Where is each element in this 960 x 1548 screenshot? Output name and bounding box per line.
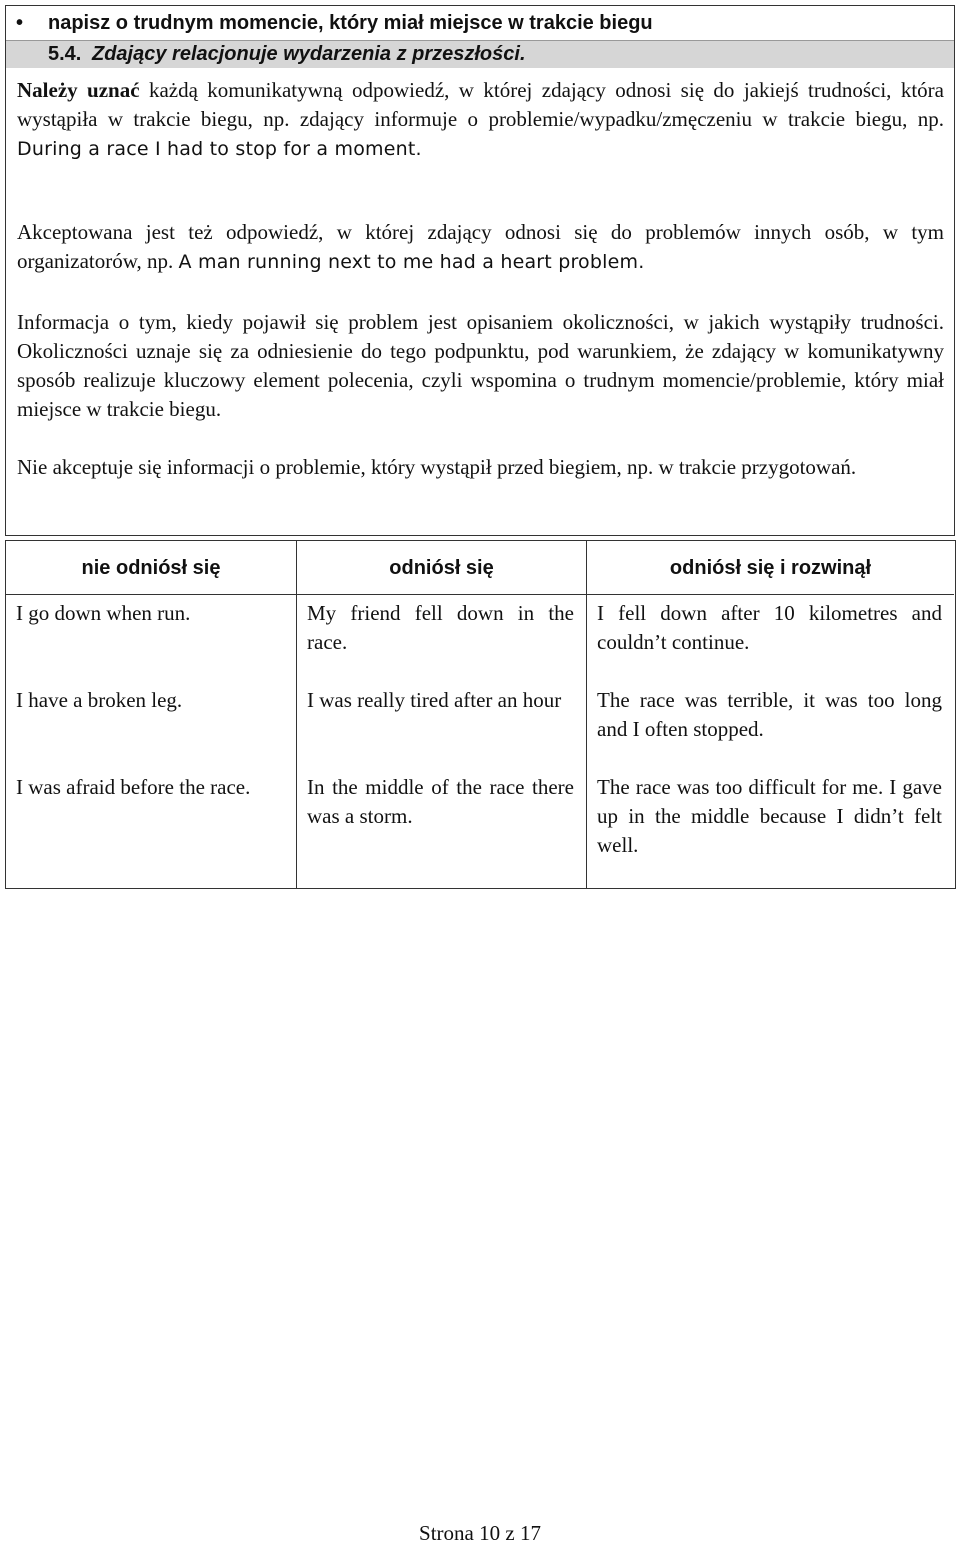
paragraph-accept [17, 76, 944, 164]
column-referenced-expanded [586, 541, 954, 888]
table-cell: The race was too difficult for me. I gave up in the middle because I didn’t felt well. [597, 775, 942, 857]
criteria-box [5, 5, 955, 536]
table-cell: I was really tired after an hour [307, 688, 562, 712]
accept-lead: Należy uznać [17, 78, 140, 102]
examples-table [5, 540, 956, 889]
table-header: nie odniósł się [6, 541, 296, 595]
bullet-text: napisz o trudnym momencie, który miał miejsce w trakcie biegu [48, 12, 653, 34]
table-header: odniósł się [297, 541, 586, 595]
paragraph-reject: Nie akceptuje się informacji o problemie, który wystąpił przed biegiem, np. w trakcie przygotowań. [17, 455, 857, 479]
section-heading [6, 40, 954, 68]
bullet-row [6, 6, 954, 40]
page-number: Strona 10 z 17 [419, 1521, 541, 1545]
table-cell: I have a broken leg. [16, 688, 183, 712]
section-number: 5.4. [48, 43, 82, 65]
paragraph-circumstances: Informacja o tym, kiedy pojawił się problem jest opisaniem okoliczności, w jakich wystąpiły trudności. Okoliczności uznaje się za odniesienie do tego podpunktu, pod warunkiem, że zdający w komunikatywny sposób realizuje kluczowy element polecenia, czyli wspomina o trudnym momencie/problemie, który miał miejsce w trakcie biegu. [17, 310, 944, 421]
others-example: A man running next to me had a heart problem. [178, 251, 645, 273]
table-cell: The race was terrible, it was too long and I often stopped. [597, 688, 942, 741]
paragraph-others [17, 218, 944, 277]
column-referenced [296, 541, 586, 888]
others-text: Akceptowana jest też odpowiedź, w której zdający odnosi się do problemów innych osób, w tym organizatorów, np. [17, 220, 944, 273]
table-cell: In the middle of the race there was a storm. [307, 775, 574, 828]
table-cell: My friend fell down in the race. [307, 601, 574, 654]
table-cell: I go down when run. [16, 601, 191, 625]
accept-text: każdą komunikatywną odpowiedź, w której zdający odnosi się do jakiejś trudności, która wystąpiła w trakcie biegu, np. zdający informuje o problemie/wypadku/zmęczeniu w trakcie biegu, np. [17, 78, 944, 131]
accept-example: During a race I had to stop for a moment. [17, 138, 422, 160]
bullet-icon: • [16, 12, 24, 34]
table-cell: I was afraid before the race. [16, 775, 251, 799]
table-header: odniósł się i rozwinął [587, 541, 954, 595]
table-cell: I fell down after 10 kilometres and couldn’t continue. [597, 601, 942, 654]
column-no-reference [6, 541, 296, 888]
section-title: Zdający relacjonuje wydarzenia z przeszłości. [92, 43, 526, 65]
